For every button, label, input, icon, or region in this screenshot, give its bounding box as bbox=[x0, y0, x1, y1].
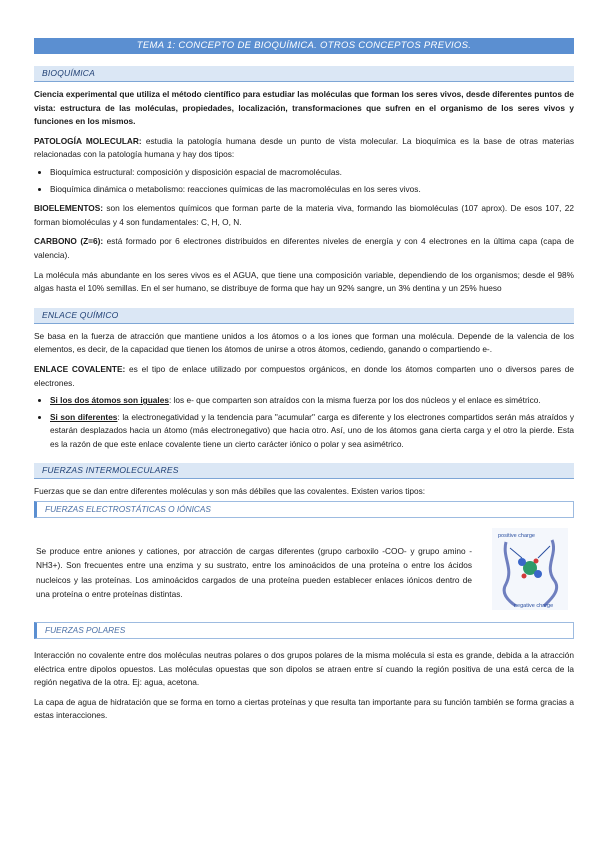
list-item: • Si son diferentes: la electronegatividad y la tendencia para "acumular" carga es diferente y los electrones compartidos serán más atraídos y estarán desplazados hacia un átomo (más electronegativo) que hacia otro. Así, uno de los átomos gana cierta carga y el otro la pierde. Esta es la razón de que este enlace covalente tiene un cierto carácter iónico o polar y sea asimétrico. bbox=[50, 411, 574, 452]
negative-charge-label: negative charge bbox=[514, 603, 554, 610]
list-item: • Si los dos átomos son iguales: los e- que comparten son atraídos con la misma fuerza por los dos núcleos y el enlace es simétrico. bbox=[50, 394, 574, 408]
enlace-definition: Se basa en la fuerza de atracción que mantiene unidos a los átomos o a los iones que forman una molécula. Depende de la valencia de los elementos, es decir, de la capacidad que tienen los átomos de unirse a otros átomos, cediendo, ganando o compartiendo e-. bbox=[34, 330, 574, 355]
positive-charge-label: positive charge bbox=[498, 533, 535, 540]
section-heading-bioquimica: BIOQUÍMICA bbox=[34, 66, 574, 82]
section-heading-fuerzas: FUERZAS INTERMOLECULARES bbox=[34, 463, 574, 479]
bioelementos-paragraph: BIOELEMENTOS: son los elementos químicos que forman parte de la materia viva, formando las biomoléculas (107 aprox). De esos 107, 22 forman biomoléculas y 4 son fundamentales: C, H, O, N. bbox=[34, 203, 574, 227]
polares-paragraph-1: Interacción no covalente entre dos moléculas neutras polares o dos grupos polares de la misma molécula si esta es grande, debida a la atracción eléctrica entre dipolos opuestos. Las moléculas opuestas que son dipolos se atraen entre sí cuando la región positiva de una está cerca de la región negativa de la otra. Ej: agua, acetona. bbox=[34, 650, 574, 688]
covalente-cases-list bbox=[34, 394, 574, 451]
enlace-covalente-paragraph: ENLACE COVALENTE: es el tipo de enlace utilizado por compuestos orgánicos, en donde los átomos comparten uno o diversos pares de electrones. bbox=[34, 363, 575, 388]
anion-atom bbox=[534, 559, 539, 564]
fuerzas-intro: Fuerzas que se dan entre diferentes moléculas y son más débiles que las covalentes. Existen varios tipos: bbox=[34, 486, 426, 497]
document-page bbox=[34, 38, 574, 723]
ionicas-block bbox=[34, 528, 574, 610]
subsection-heading-polares: FUERZAS POLARES bbox=[34, 622, 574, 639]
patologia-paragraph: PATOLOGÍA MOLECULAR: estudia la patología humana desde un punto de vista molecular. La bioquímica es la base de otras materias relacionadas con la patología humana y hay dos tipos: bbox=[34, 135, 575, 160]
subsection-heading-ionicas: FUERZAS ELECTROSTÁTICAS O IÓNICAS bbox=[34, 501, 574, 518]
carbono-paragraph: CARBONO (Z=6): está formado por 6 electrones distribuidos en diferentes niveles de energía y con 4 electrones en la última capa (capa de valencia). bbox=[34, 236, 574, 260]
list-item: • Bioquímica dinámica o metabolismo: reacciones químicas de las macromoléculas en los seres vivos. bbox=[50, 183, 574, 197]
cation-atom bbox=[534, 570, 542, 578]
ionicas-paragraph: Se produce entre aniones y cationes, por atracción de cargas diferentes (grupo carboxilo -COO- y grupo amino -NH3+). Son frecuentes entre una enzima y su sustrato, entre los aminoácidos de una proteína o entre los ácidos nucleicos y las proteínas. Los aminoácidos cargados de una proteína pueden establecer enlaces iónicos dentro de una proteína o entre proteínas distintas. bbox=[36, 546, 472, 600]
section-heading-enlace: ENLACE QUÍMICO bbox=[34, 308, 574, 324]
polares-paragraph-2: La capa de agua de hidratación que se forma en torno a ciertas proteínas y que resulta tan importante para su función también se forma gracias a estas interacciones. bbox=[34, 696, 574, 721]
anion-atom bbox=[522, 574, 527, 579]
list-item: • Bioquímica estructural: composición y disposición espacial de macromoléculas. bbox=[50, 166, 574, 180]
bioquimica-types-list bbox=[34, 166, 574, 196]
cation-atom bbox=[518, 558, 526, 566]
ionic-interaction-figure bbox=[492, 528, 568, 610]
agua-paragraph: La molécula más abundante en los seres vivos es el AGUA, que tiene una composición variable, dependiendo de los organismos; desde el 98% algas hasta el 10% semillas. En el ser humano, se distribuye de forma que hay un 92% sangre, un 3% dentina y un 25% hueso bbox=[34, 269, 574, 294]
page-title: TEMA 1: CONCEPTO DE BIOQUÍMICA. OTROS CONCEPTOS PREVIOS. bbox=[34, 38, 574, 54]
bioquimica-definition: Ciencia experimental que utiliza el método científico para estudiar las moléculas que forman los seres vivos, desde diferentes puntos de vista: estructura de las moléculas, propiedades, localización, transformaciones que sufren en el organismo de los seres vivos y funciones en los mismos. bbox=[34, 89, 574, 127]
